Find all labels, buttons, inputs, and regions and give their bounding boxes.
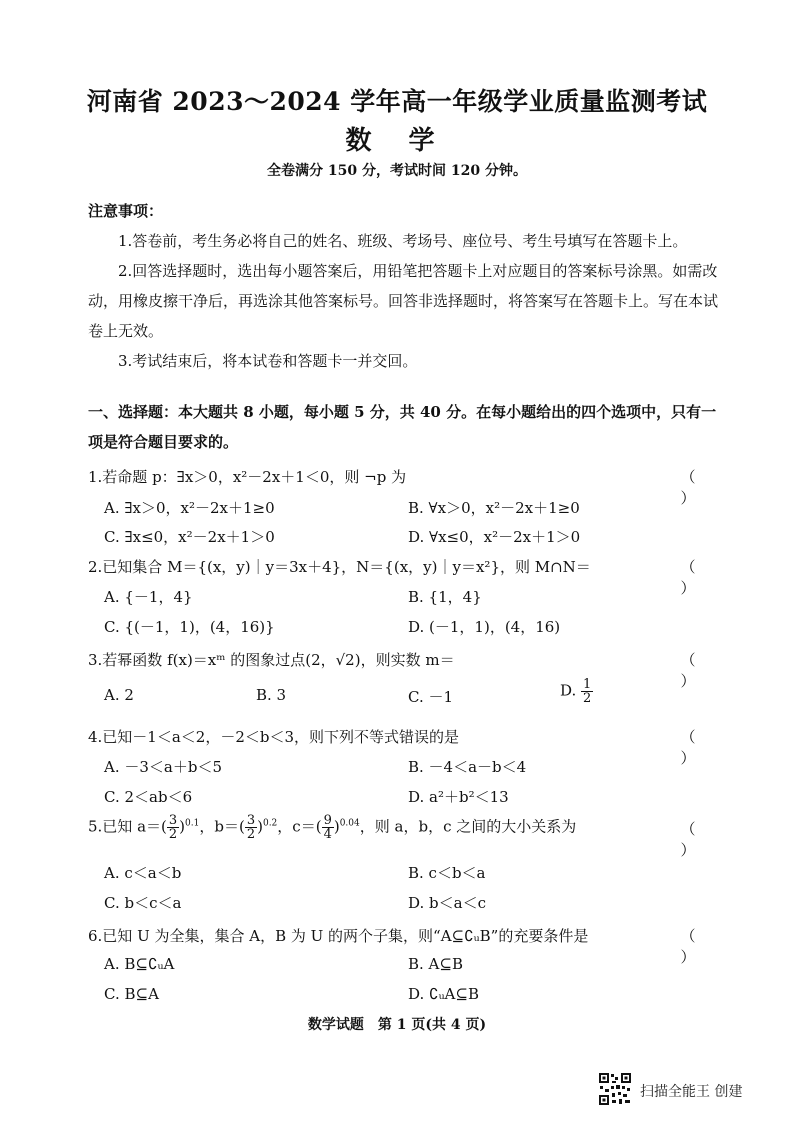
option-b: B. A⊆B [408, 955, 463, 973]
scanner-watermark: 扫描全能王 创建 [640, 1084, 743, 1100]
notice-item: 3.考试结束后，将本试卷和答题卡一并交回。 [118, 352, 418, 370]
question-5 [88, 813, 728, 859]
question-stem: 5.已知 a＝( $\frac{3}{2}$ )$^{0.1}$，b＝( $\frac{3}{2}$ )$^{0.2}$，c＝( $\frac{9}{4}$ )$^{0.04}$，则 a，b，c 之间的大小关系为 [88, 813, 577, 842]
answer-paren: （ ） [680, 820, 716, 859]
option-c: C. －1 [408, 688, 454, 706]
option-c: C. ∃x≤0，x²－2x＋1＞0 [104, 528, 275, 546]
answer-paren: （ ） [680, 927, 716, 966]
fraction [581, 678, 593, 705]
stem-part: ，则 a，b，c 之间的大小关系为 [359, 817, 577, 836]
option-c: C. 2＜ab＜6 [104, 788, 193, 806]
fraction-numerator: 9 [323, 813, 332, 828]
fraction-denominator: 4 [323, 827, 332, 842]
option-d: D. b＜a＜c [408, 894, 486, 912]
fraction [167, 814, 179, 841]
stem-part: ，c＝ [277, 817, 316, 836]
option-a: A. {－1，4} [104, 588, 193, 606]
notice-item: 1.答卷前，考生务必将自己的姓名、班级、考场号、座位号、考生号填写在答题卡上。 [118, 232, 688, 250]
fraction-numerator: 3 [246, 813, 256, 828]
fraction-denominator: 2 [583, 691, 592, 706]
option-b: B. －4＜a－b＜4 [408, 758, 527, 776]
option-b: B. {1，4} [408, 588, 482, 606]
fraction [245, 814, 257, 841]
stem-part: 5.已知 a＝ [88, 817, 162, 836]
notice-item: 2.回答选择题时，选出每小题答案后，用铅笔把答题卡上对应题目的答案标号涂黑。如需改动，用橡皮擦干净后，再选涂其他答案标号。回答非选择题时，将答案写在答题卡上。写在本试卷上无效。 [88, 262, 719, 340]
option-d: D. (－1，1)，(4，16) [408, 618, 561, 636]
exponent: 0.2 [262, 818, 278, 829]
notice-heading: 注意事项： [88, 202, 164, 220]
fraction [322, 814, 334, 841]
exponent: 0.04 [339, 818, 360, 829]
answer-paren: （ ） [680, 728, 716, 767]
subject-title: 数 学 [345, 126, 449, 156]
option-c: C. {(－1，1)，(4，16)} [104, 618, 275, 636]
question-stem: 4.已知－1＜a＜2，－2＜b＜3，则下列不等式错误的是 [88, 728, 460, 746]
option-a: A. c＜a＜b [104, 864, 182, 882]
answer-paren: （ ） [680, 558, 716, 597]
page-footer: 数学试题 第 1 页(共 4 页) [307, 1017, 487, 1033]
qr-code-icon [598, 1072, 632, 1106]
option-a: A. －3＜a＋b＜5 [104, 758, 223, 776]
answer-paren: （ ） [680, 468, 716, 507]
option-d [560, 678, 593, 705]
section-heading: 一、选择题：本大题共 8 小题，每小题 5 分，共 40 分。在每小题给出的四个选项中，只有一项是符合题目要求的。 [88, 403, 717, 451]
fraction-denominator: 2 [246, 827, 256, 842]
question-1 [88, 466, 728, 507]
exam-meta: 全卷满分 150 分，考试时间 120 分钟。 [267, 163, 527, 179]
notice-list [88, 226, 728, 376]
option-d: D. ∀x≤0，x²－2x＋1＞0 [408, 528, 581, 546]
question-stem: 6.已知 U 为全集，集合 A，B 为 U 的两个子集，则“A⊆∁ᵤB”的充要条件是 [88, 927, 589, 945]
exam-title: 河南省 2023～2024 学年高一年级学业质量监测考试 [86, 87, 708, 116]
fraction-numerator: 1 [583, 677, 592, 692]
option-a: A. B⊆∁ᵤA [104, 955, 175, 973]
option-c: C. b＜c＜a [104, 894, 182, 912]
option-a: A. ∃x＞0，x²－2x＋1≥0 [104, 499, 275, 517]
question-3 [88, 649, 728, 690]
exponent: 0.1 [185, 818, 200, 829]
option-b: B. c＜b＜a [408, 864, 486, 882]
stem-part: ，b＝ [199, 817, 239, 836]
option-d: D. a²＋b²＜13 [408, 788, 509, 806]
question-stem: 1.若命题 p：∃x＞0，x²－2x＋1＜0，则 ¬p 为 [88, 468, 407, 486]
option-d-label: D. [560, 681, 577, 700]
fraction-denominator: 2 [168, 827, 178, 842]
option-a: A. 2 [104, 686, 134, 704]
option-d: D. ∁ᵤA⊆B [408, 985, 479, 1003]
option-b: B. 3 [256, 686, 287, 704]
option-c: C. B⊆A [104, 985, 159, 1003]
answer-paren: （ ） [680, 651, 716, 690]
question-stem: 3.若幂函数 f(x)＝xᵐ 的图象过点(2，√2)，则实数 m＝ [88, 651, 455, 669]
fraction-numerator: 3 [168, 813, 178, 828]
option-b: B. ∀x＞0，x²－2x＋1≥0 [408, 499, 580, 517]
question-stem: 2.已知集合 M＝{(x，y)｜y＝3x＋4}，N＝{(x，y)｜y＝x²}，则 M∩N＝ [88, 558, 591, 576]
